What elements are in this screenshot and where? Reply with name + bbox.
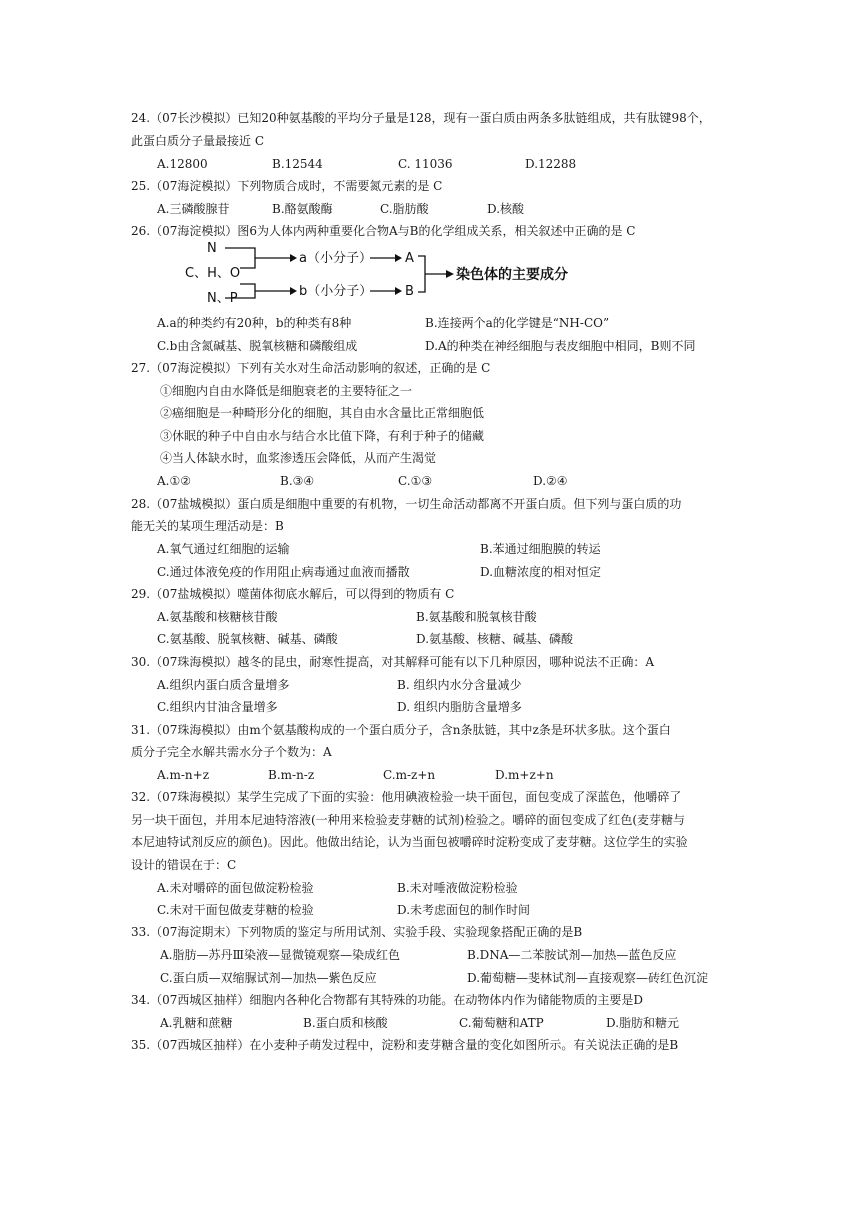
q26-option-a: A.a的种类约有20种，b的种类有8种	[157, 316, 352, 330]
diagram-label-n: N	[207, 241, 217, 256]
q33-option-c: C.蛋白质—双缩脲试剂—加热—紫色反应	[160, 971, 377, 985]
arrow-to-B	[395, 287, 402, 295]
q30-option-c: C.组织内甘油含量增多	[157, 700, 278, 714]
q34-stem: 34.（07西城区抽样）细胞内各种化合物都有其特殊的功能。在动物体内作为储能物质的主要是D	[131, 993, 643, 1007]
q30-option-a: A.组织内蛋白质含量增多	[157, 678, 290, 692]
q27-option-b: B.③④	[280, 474, 315, 488]
q25-option-c: C.脂肪酸	[380, 202, 429, 216]
q27-item-2: ②癌细胞是一种畸形分化的细胞，其自由水含量比正常细胞低	[160, 406, 485, 420]
diagram-label-np: N、P	[207, 291, 238, 306]
q24-option-c: C. 11036	[398, 157, 453, 171]
q27-item-3: ③休眠的种子中自由水与结合水比值下降，有利于种子的储藏	[160, 429, 485, 443]
q26-composition-diagram	[180, 238, 580, 308]
q25-option-a: A.三磷酸腺苷	[157, 202, 230, 216]
q28-option-d: D.血糖浓度的相对恒定	[480, 565, 602, 579]
diagram-label-cho: C、H、O	[185, 266, 241, 281]
diagram-bracket-top	[225, 248, 255, 268]
q30-stem: 30.（07珠海模拟）越冬的昆虫，耐寒性提高，对其解释可能有以下几种原因，哪种说法不正确：A	[131, 655, 655, 669]
q27-option-c: C.①③	[398, 474, 433, 488]
q31-option-a: A.m-n+z	[157, 768, 210, 782]
diagram-label-B: B	[405, 284, 414, 299]
q31-stem-line2: 质分子完全水解共需水分子个数为：A	[131, 745, 332, 759]
q31-option-d: D.m+z+n	[495, 768, 554, 782]
q35-stem: 35.（07西城区抽样）在小麦种子萌发过程中，淀粉和麦芽糖含量的变化如图所示。有关说法正确的是B	[131, 1038, 679, 1052]
q24-option-a: A.12800	[157, 157, 208, 171]
q29-option-a: A.氨基酸和核糖核苷酸	[157, 610, 278, 624]
q31-option-b: B.m-n-z	[268, 768, 315, 782]
q32-option-c: C.未对干面包做麦芽糖的检验	[157, 903, 314, 917]
q27-item-1: ①细胞内自由水降低是细胞衰老的主要特征之一	[160, 384, 413, 398]
q28-stem-line1: 28.（07盐城模拟）蛋白质是细胞中重要的有机物，一切生命活动都离不开蛋白质。但下列与蛋白质的功	[131, 497, 682, 511]
diagram-label-a: a（小分子）	[299, 251, 372, 266]
arrow-to-A	[395, 254, 402, 262]
q31-option-c: C.m-z+n	[383, 768, 436, 782]
q28-option-b: B.苯通过细胞膜的转运	[480, 542, 601, 556]
q25-option-b: B.酪氨酸酶	[272, 202, 333, 216]
q26-option-d: D.A的种类在神经细胞与表皮细胞中相同，B则不同	[425, 339, 696, 353]
diagram-bracket-right	[418, 256, 425, 292]
q28-option-a: A.氧气通过红细胞的运输	[157, 542, 290, 556]
q33-option-d: D.葡萄糖—斐林试剂—直接观察—砖红色沉淀	[467, 971, 709, 985]
q28-option-c: C.通过体液免疫的作用阻止病毒通过血液而播散	[157, 565, 410, 579]
q30-option-b: B. 组织内水分含量减少	[397, 678, 522, 692]
q32-stem-line3: 本尼迪特试剂反应的颜色)。因此。他做出结论，认为当面包被嚼碎时淀粉变成了麦芽糖。这位学生的实验	[131, 835, 688, 849]
diagram-label-A: A	[405, 251, 414, 266]
arrow-to-a	[290, 254, 297, 262]
q29-stem: 29.（07盐城模拟）噬菌体彻底水解后，可以得到的物质有 C	[131, 587, 455, 601]
q32-stem-line1: 32.（07珠海模拟）某学生完成了下面的实验：他用碘液检验一块干面包，面包变成了深蓝色，他嚼碎了	[131, 790, 682, 804]
q27-option-d: D.②④	[533, 474, 568, 488]
q27-stem: 27.（07海淀模拟）下列有关水对生命活动影响的叙述，正确的是 C	[131, 361, 491, 375]
q29-option-b: B.氨基酸和脱氧核苷酸	[416, 610, 537, 624]
q34-option-a: A.乳糖和蔗糖	[160, 1016, 233, 1030]
q26-option-b: B.连接两个a的化学键是“NH-CO”	[425, 316, 610, 330]
q30-option-d: D. 组织内脂肪含量增多	[397, 700, 522, 714]
q24-option-d: D.12288	[525, 157, 577, 171]
q32-stem-line2: 另一块干面包，并用本尼迪特溶液(一种用来检验麦芽糖的试剂)检验之。嚼碎的面包变成了红色(麦芽糖与	[131, 813, 686, 827]
q32-option-b: B.未对唾液做淀粉检验	[397, 881, 518, 895]
diagram-label-result: 染色体的主要成分	[456, 267, 568, 283]
diagram-label-b: b（小分子）	[299, 284, 373, 299]
q26-option-c: C.b由含氮碱基、脱氧核糖和磷酸组成	[157, 339, 358, 353]
q33-stem: 33.（07海淀期末）下列物质的鉴定与所用试剂、实验手段、实验现象搭配正确的是B	[131, 925, 583, 939]
q24-option-b: B.12544	[272, 157, 323, 171]
q26-stem: 26.（07海淀模拟）图6为人体内两种重要化合物A与B的化学组成关系，相关叙述中正确的是 C	[131, 224, 636, 238]
q24-stem-line2: 此蛋白质分子量最接近 C	[131, 134, 264, 148]
q32-option-d: D.未考虑面包的制作时间	[397, 903, 531, 917]
q25-stem: 25.（07海淀模拟）下列物质合成时，不需要氮元素的是 C	[131, 179, 443, 193]
q25-option-d: D.核酸	[487, 202, 525, 216]
q31-stem-line1: 31.（07珠海模拟）由m个氨基酸构成的一个蛋白质分子，含n条肽链，其中z条是环状多肽。这个蛋白	[131, 723, 671, 737]
q32-stem-line4: 设计的错误在于：C	[131, 858, 237, 872]
q29-option-c: C.氨基酸、脱氧核糖、碱基、磷酸	[157, 632, 338, 646]
q24-stem-line1: 24.（07长沙模拟）已知20种氨基酸的平均分子量是128，现有一蛋白质由两条多肽链组成，共有肽键98个，	[131, 111, 711, 125]
q32-option-a: A.未对嚼碎的面包做淀粉检验	[157, 881, 314, 895]
q34-option-d: D.脂肪和糖元	[606, 1016, 680, 1030]
q27-item-4: ④当人体缺水时，血浆渗透压会降低，从而产生渴觉	[160, 451, 437, 465]
q33-option-a: A.脂肪—苏丹Ⅲ染液—显微镜观察—染成红色	[160, 948, 401, 962]
q34-option-c: C.葡萄糖和ATP	[459, 1016, 544, 1030]
q34-option-b: B.蛋白质和核酸	[303, 1016, 388, 1030]
q29-option-d: D.氨基酸、核糖、碱基、磷酸	[416, 632, 574, 646]
q28-stem-line2: 能无关的某项生理活动是：B	[131, 519, 284, 533]
arrow-to-b	[290, 287, 297, 295]
arrow-to-result	[446, 270, 454, 278]
q27-option-a: A.①②	[157, 474, 191, 488]
q33-option-b: B.DNA—二苯胺试剂—加热—蓝色反应	[467, 948, 677, 962]
